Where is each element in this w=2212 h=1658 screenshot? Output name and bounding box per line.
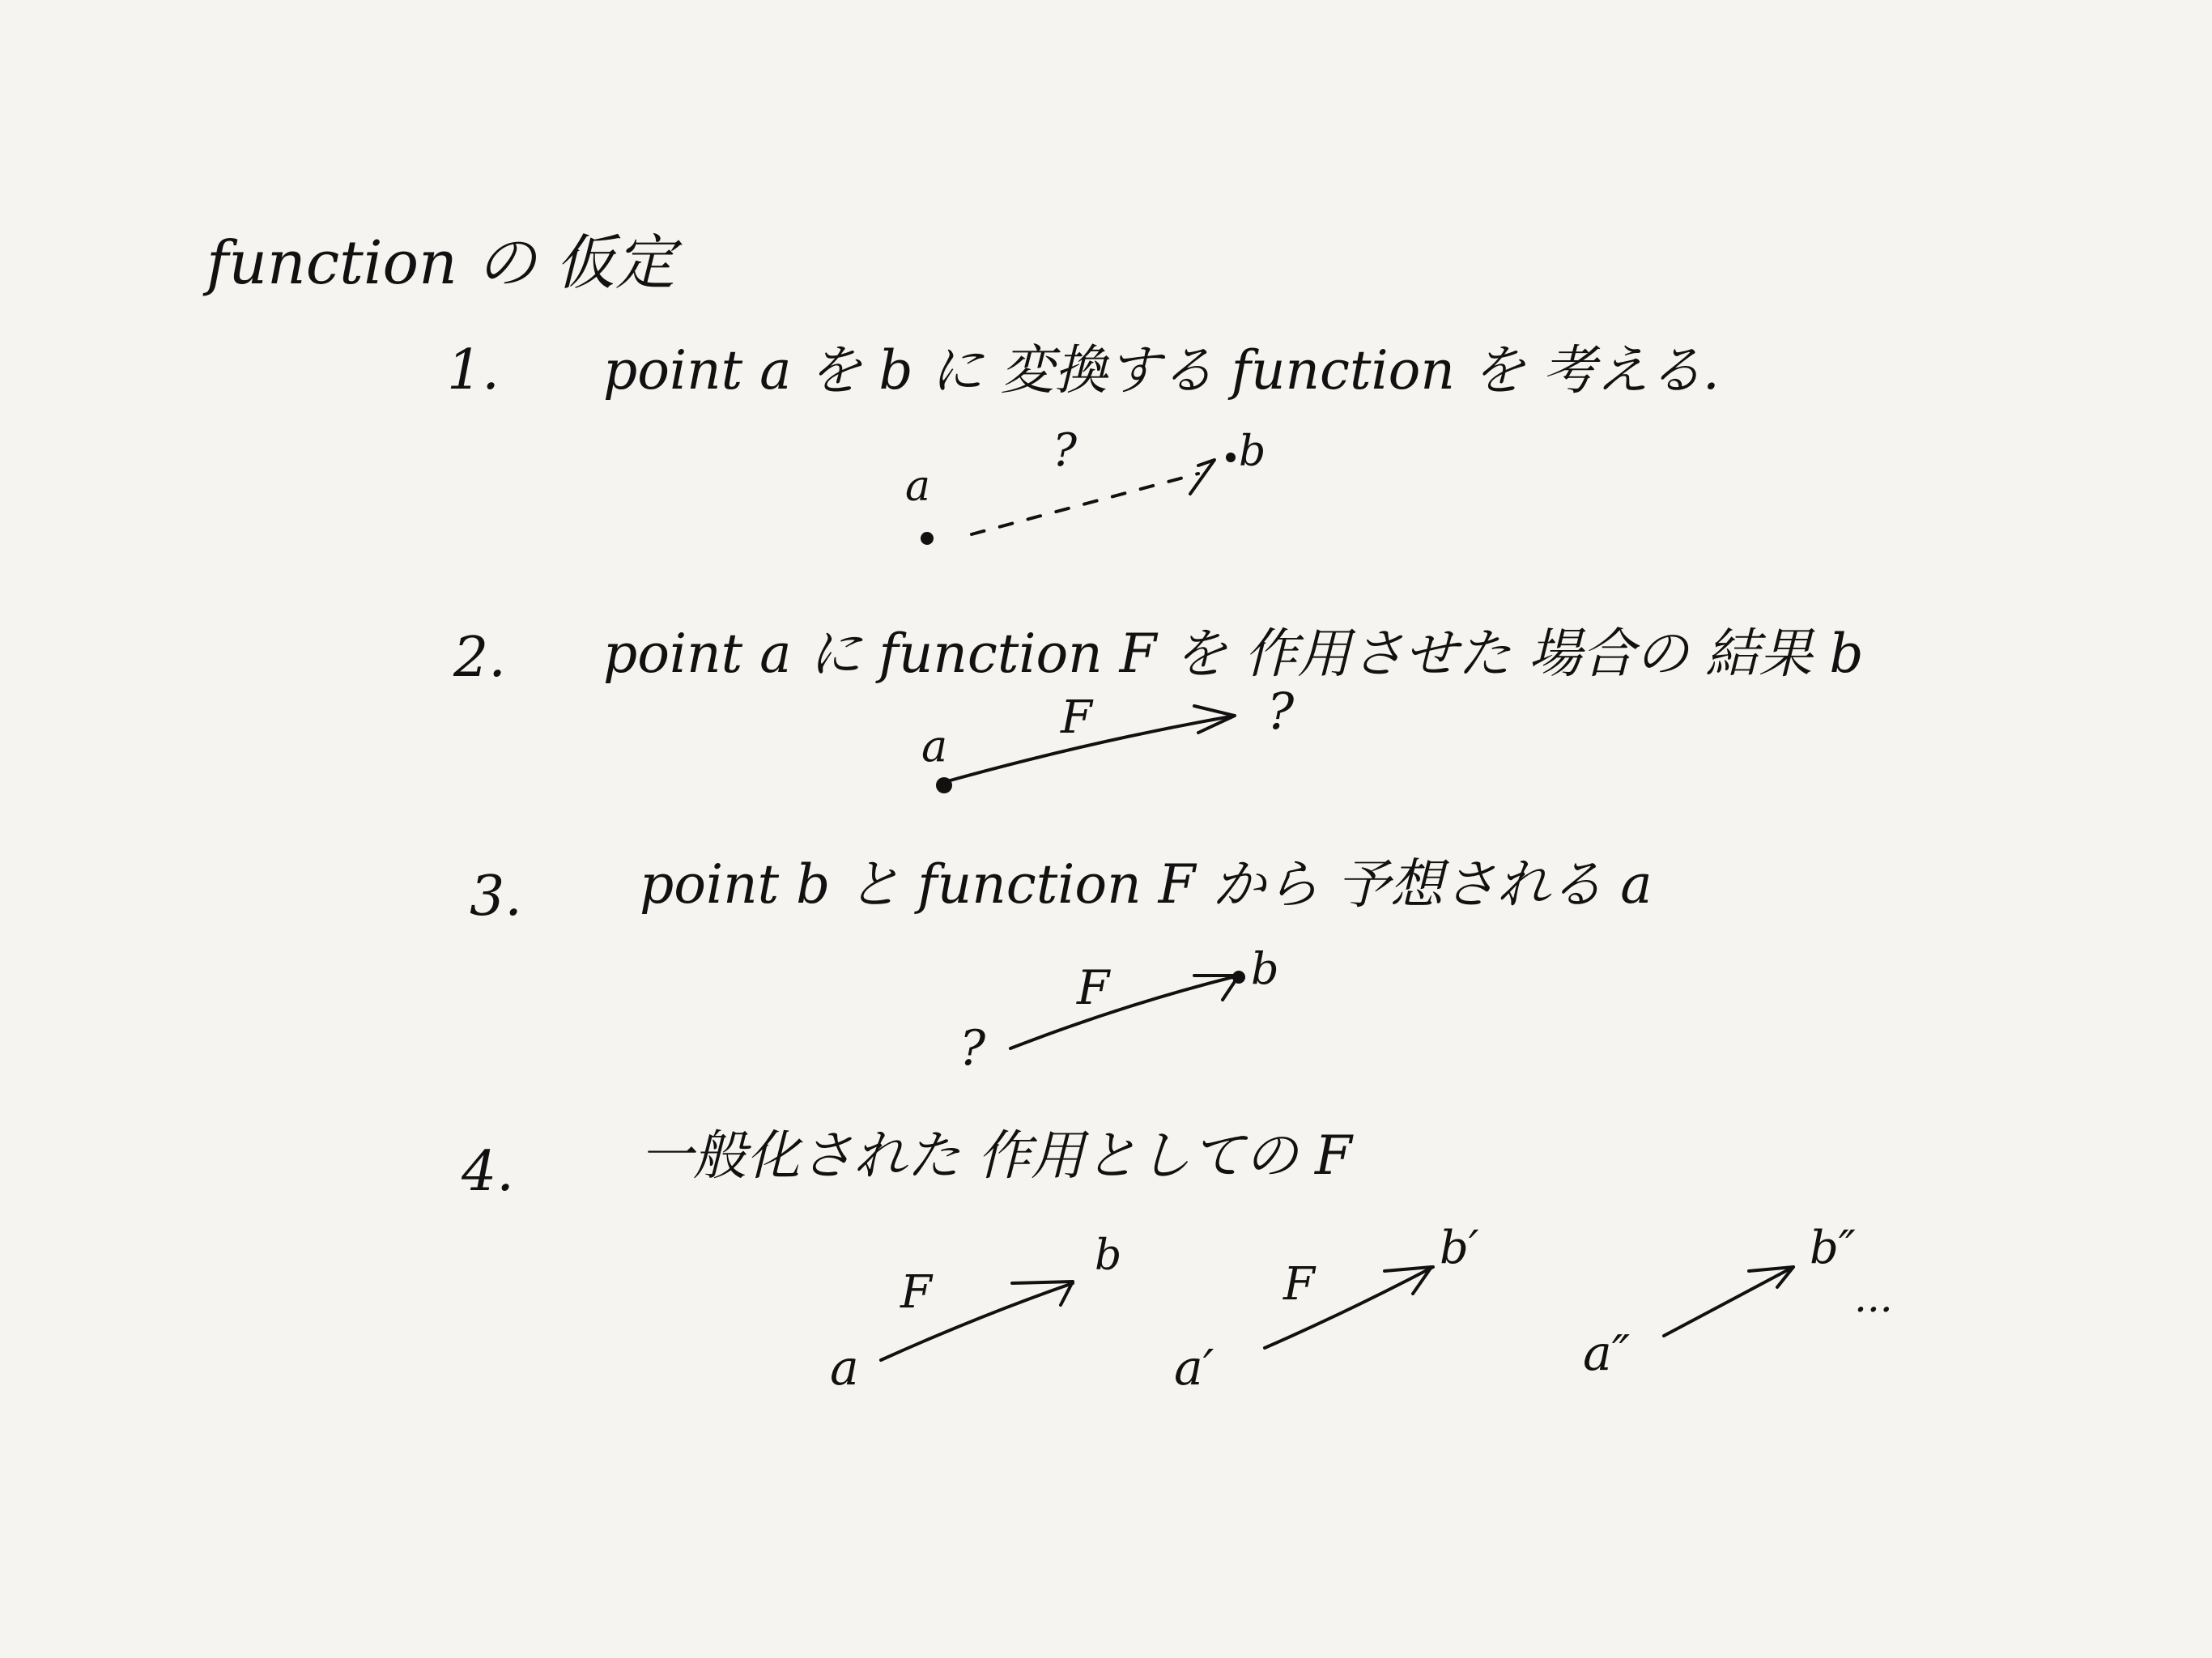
arrow-head — [1194, 976, 1239, 1000]
pair-arrow-label: F — [1283, 1258, 1315, 1311]
arrow-line — [1010, 976, 1239, 1048]
pair-from-label: a′ — [1174, 1340, 1214, 1397]
point-b-dot — [1232, 971, 1245, 984]
arrow-head — [1190, 460, 1214, 494]
diagram-arrow-label: ? — [1053, 424, 1078, 477]
ellipsis: ... — [1854, 1274, 1893, 1321]
diagram-arrow-label: F — [1061, 691, 1092, 744]
diagram-2 — [921, 682, 1295, 793]
item-3 — [470, 853, 1653, 929]
diagram-from-label: ? — [959, 1020, 986, 1077]
pair-from-label: a″ — [1583, 1325, 1631, 1382]
diagram-to-label: b — [1239, 427, 1266, 476]
pair-to-label: b′ — [1440, 1222, 1479, 1274]
diagram-result-label: ? — [1267, 682, 1295, 741]
pair-to-label: b″ — [1810, 1222, 1856, 1274]
point-b-dot — [1226, 453, 1236, 462]
mapping-pair — [1174, 1222, 1479, 1397]
mapping-pair — [1583, 1222, 1856, 1382]
diagram-1 — [905, 424, 1266, 545]
diagram-arrow-label: F — [1077, 960, 1110, 1015]
page-title: function の 仮定 — [206, 228, 675, 298]
item-text: point a を b に 変換する function を 考える. — [603, 339, 1720, 402]
item-text: point a に function F を 作用させた 場合の 結果 b — [603, 623, 1864, 685]
diagram-from-label: a — [905, 462, 931, 511]
item-number: 1. — [447, 338, 500, 402]
pair-to-label: b — [1095, 1231, 1122, 1280]
diagram-from-label: a — [921, 721, 948, 772]
dashed-arrow — [972, 474, 1198, 534]
item-1 — [447, 338, 1720, 402]
item-number: 4. — [462, 1140, 514, 1204]
pair-from-label: a — [830, 1340, 859, 1397]
diagram-to-label: b — [1251, 943, 1279, 994]
item-text: point b と function F から 予想される a — [640, 853, 1653, 916]
pair-arrow-label: F — [900, 1266, 932, 1319]
mapping-pair — [830, 1231, 1121, 1397]
item-4 — [461, 1124, 1354, 1204]
item-2 — [453, 623, 1864, 690]
item-number: 3. — [470, 865, 522, 929]
diagram-4 — [830, 1222, 1893, 1397]
point-a-dot — [921, 532, 934, 545]
item-text: 一般化された 作用としての F — [640, 1124, 1352, 1187]
item-number: 2. — [453, 626, 506, 690]
diagram-3 — [959, 943, 1279, 1077]
arrow-line — [1664, 1267, 1793, 1336]
